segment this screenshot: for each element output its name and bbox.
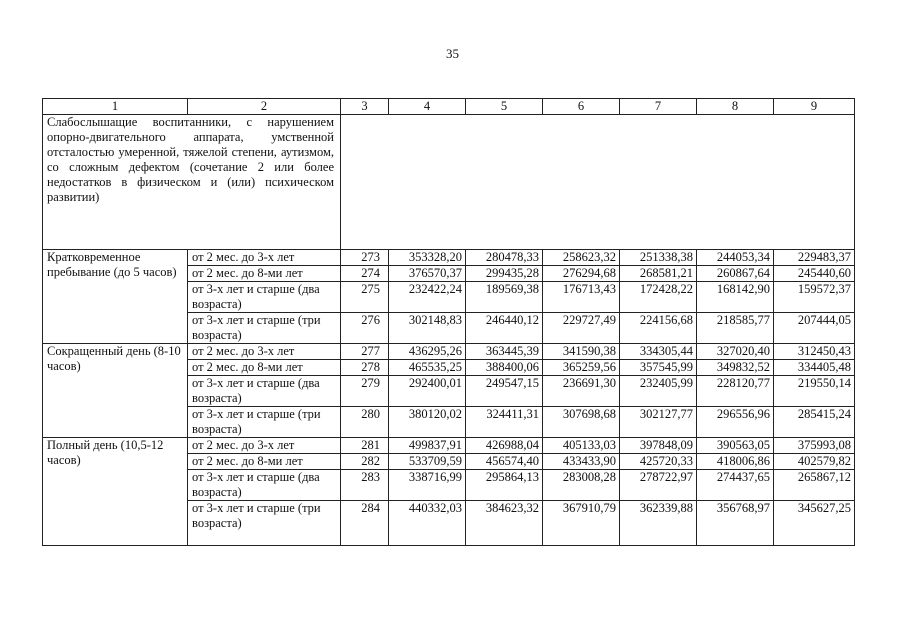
column-header: 7 xyxy=(620,99,697,115)
value-cell: 465535,25 xyxy=(389,360,466,376)
column-header: 1 xyxy=(43,99,188,115)
category-empty-cell xyxy=(341,115,855,250)
age-group-cell: от 3-х лет и старше (три возраста) xyxy=(188,407,341,438)
value-cell: 307698,68 xyxy=(543,407,620,438)
row-code-cell: 273 xyxy=(341,250,389,266)
value-cell: 357545,99 xyxy=(620,360,697,376)
table-row xyxy=(43,250,855,266)
row-code-cell: 279 xyxy=(341,376,389,407)
value-cell: 285415,24 xyxy=(774,407,855,438)
table-body xyxy=(43,99,855,546)
value-cell: 295864,13 xyxy=(466,470,543,501)
age-group-cell: от 2 мес. до 3-х лет xyxy=(188,344,341,360)
value-cell: 172428,22 xyxy=(620,282,697,313)
value-cell: 246440,12 xyxy=(466,313,543,344)
category-row xyxy=(43,115,855,250)
value-cell: 276294,68 xyxy=(543,266,620,282)
value-cell: 349832,52 xyxy=(697,360,774,376)
value-cell: 356768,97 xyxy=(697,501,774,546)
age-group-cell: от 2 мес. до 8-ми лет xyxy=(188,360,341,376)
value-cell: 397848,09 xyxy=(620,438,697,454)
age-group-cell: от 2 мес. до 8-ми лет xyxy=(188,266,341,282)
value-cell: 218585,77 xyxy=(697,313,774,344)
table-row xyxy=(43,344,855,360)
value-cell: 363445,39 xyxy=(466,344,543,360)
age-group-cell: от 2 мес. до 3-х лет xyxy=(188,438,341,454)
value-cell: 334305,44 xyxy=(620,344,697,360)
row-code-cell: 277 xyxy=(341,344,389,360)
value-cell: 302148,83 xyxy=(389,313,466,344)
row-code-cell: 284 xyxy=(341,501,389,546)
value-cell: 159572,37 xyxy=(774,282,855,313)
page-number: 35 xyxy=(446,46,459,61)
column-header: 4 xyxy=(389,99,466,115)
value-cell: 265867,12 xyxy=(774,470,855,501)
value-cell: 353328,20 xyxy=(389,250,466,266)
row-code-cell: 282 xyxy=(341,454,389,470)
value-cell: 232422,24 xyxy=(389,282,466,313)
value-cell: 327020,40 xyxy=(697,344,774,360)
value-cell: 274437,65 xyxy=(697,470,774,501)
value-cell: 245440,60 xyxy=(774,266,855,282)
value-cell: 302127,77 xyxy=(620,407,697,438)
value-cell: 433433,90 xyxy=(543,454,620,470)
row-code-cell: 276 xyxy=(341,313,389,344)
value-cell: 251338,38 xyxy=(620,250,697,266)
column-header: 8 xyxy=(697,99,774,115)
value-cell: 236691,30 xyxy=(543,376,620,407)
age-group-cell: от 3-х лет и старше (два возраста) xyxy=(188,282,341,313)
value-cell: 533709,59 xyxy=(389,454,466,470)
value-cell: 345627,25 xyxy=(774,501,855,546)
value-cell: 362339,88 xyxy=(620,501,697,546)
row-code-cell: 278 xyxy=(341,360,389,376)
value-cell: 436295,26 xyxy=(389,344,466,360)
value-cell: 341590,38 xyxy=(543,344,620,360)
value-cell: 278722,97 xyxy=(620,470,697,501)
value-cell: 232405,99 xyxy=(620,376,697,407)
row-code-cell: 283 xyxy=(341,470,389,501)
value-cell: 299435,28 xyxy=(466,266,543,282)
value-cell: 280478,33 xyxy=(466,250,543,266)
column-header: 3 xyxy=(341,99,389,115)
column-header: 6 xyxy=(543,99,620,115)
column-header: 9 xyxy=(774,99,855,115)
value-cell: 390563,05 xyxy=(697,438,774,454)
value-cell: 312450,43 xyxy=(774,344,855,360)
value-cell: 367910,79 xyxy=(543,501,620,546)
row-code-cell: 274 xyxy=(341,266,389,282)
value-cell: 296556,96 xyxy=(697,407,774,438)
value-cell: 260867,64 xyxy=(697,266,774,282)
value-cell: 425720,33 xyxy=(620,454,697,470)
value-cell: 229727,49 xyxy=(543,313,620,344)
group-label: Сокращенный день (8-10 часов) xyxy=(43,344,188,438)
value-cell: 456574,40 xyxy=(466,454,543,470)
value-cell: 258623,32 xyxy=(543,250,620,266)
value-cell: 365259,56 xyxy=(543,360,620,376)
value-cell: 418006,86 xyxy=(697,454,774,470)
column-header-row xyxy=(43,99,855,115)
value-cell: 268581,21 xyxy=(620,266,697,282)
table-row xyxy=(43,438,855,454)
row-code-cell: 280 xyxy=(341,407,389,438)
age-group-cell: от 3-х лет и старше (три возраста) xyxy=(188,501,341,546)
value-cell: 219550,14 xyxy=(774,376,855,407)
value-cell: 324411,31 xyxy=(466,407,543,438)
value-cell: 402579,82 xyxy=(774,454,855,470)
age-group-cell: от 3-х лет и старше (три возраста) xyxy=(188,313,341,344)
value-cell: 440332,03 xyxy=(389,501,466,546)
column-header: 2 xyxy=(188,99,341,115)
value-cell: 176713,43 xyxy=(543,282,620,313)
value-cell: 207444,05 xyxy=(774,313,855,344)
category-title: Слабослышащие воспитанники, с нарушением опорно-двигательного аппарата, умственной отсталостью умеренной, тяжелой степени, аутизмом, со сложным дефектом (сочетание 2 или более недостатков в физическом и (или) психическом развитии) xyxy=(43,115,341,250)
value-cell: 228120,77 xyxy=(697,376,774,407)
age-group-cell: от 2 мес. до 8-ми лет xyxy=(188,454,341,470)
group-label: Кратковременное пребывание (до 5 часов) xyxy=(43,250,188,344)
age-group-cell: от 2 мес. до 3-х лет xyxy=(188,250,341,266)
value-cell: 376570,37 xyxy=(389,266,466,282)
value-cell: 338716,99 xyxy=(389,470,466,501)
value-cell: 244053,34 xyxy=(697,250,774,266)
value-cell: 283008,28 xyxy=(543,470,620,501)
age-group-cell: от 3-х лет и старше (два возраста) xyxy=(188,470,341,501)
value-cell: 384623,32 xyxy=(466,501,543,546)
value-cell: 426988,04 xyxy=(466,438,543,454)
column-header: 5 xyxy=(466,99,543,115)
value-cell: 168142,90 xyxy=(697,282,774,313)
value-cell: 380120,02 xyxy=(389,407,466,438)
value-cell: 334405,48 xyxy=(774,360,855,376)
value-cell: 229483,37 xyxy=(774,250,855,266)
age-group-cell: от 3-х лет и старше (два возраста) xyxy=(188,376,341,407)
value-cell: 249547,15 xyxy=(466,376,543,407)
value-cell: 292400,01 xyxy=(389,376,466,407)
value-cell: 405133,03 xyxy=(543,438,620,454)
value-cell: 375993,08 xyxy=(774,438,855,454)
row-code-cell: 281 xyxy=(341,438,389,454)
value-cell: 499837,91 xyxy=(389,438,466,454)
group-label: Полный день (10,5-12 часов) xyxy=(43,438,188,546)
row-code-cell: 275 xyxy=(341,282,389,313)
value-cell: 224156,68 xyxy=(620,313,697,344)
value-cell: 388400,06 xyxy=(466,360,543,376)
value-cell: 189569,38 xyxy=(466,282,543,313)
tariff-table xyxy=(42,98,855,546)
